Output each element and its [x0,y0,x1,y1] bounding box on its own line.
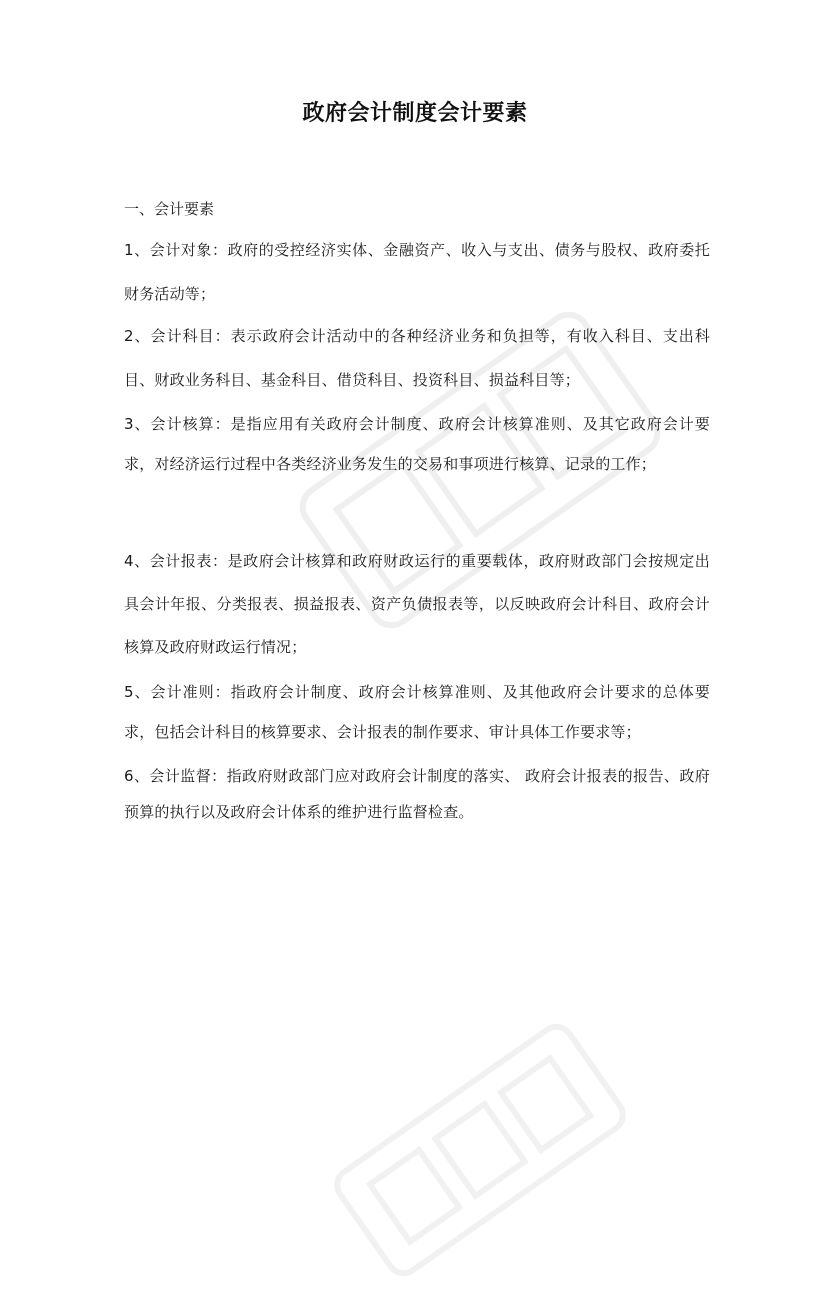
watermark-graphic [311,998,649,1301]
page-title: 政府会计制度会计要素 [302,101,528,126]
list-item: 4、会计报表：是政府会计核算和政府财政运行的重要载体，政府财政部门会按规定出具会计年报、分类报表、损益报表、资产负债报表等，以反映政府会计科目、政府会计核算及政府财政运行情况； [124,552,710,656]
list-item: 3、会计核算：是指应用有关政府会计制度、政府会计核算准则、及其它政府会计要求，对经济运行过程中各类经济业务发生的交易和事项进行核算、记录的工作； [124,415,710,473]
list-item: 1、会计对象：政府的受控经济实体、金融资产、收入与支出、债务与股权、政府委托财务活动等； [124,241,710,303]
list-item: 5、会计准则：指政府会计制度、政府会计核算准则、及其他政府会计要求的总体要求，包括会计科目的核算要求、会计报表的制作要求、审计具体工作要求等； [124,683,710,741]
list-item: 2、会计科目：表示政府会计活动中的各种经济业务和负担等，有收入科目、支出科目、财政业务科目、基金科目、借贷科目、投资科目、损益科目等； [124,327,710,389]
section-heading: 一、会计要素 [124,200,215,218]
list-item: 6、会计监督：指政府财政部门应对政府会计制度的落实、 政府会计报表的报告、政府预算的执行以及政府会计体系的维护进行监督检查。 [124,767,710,821]
